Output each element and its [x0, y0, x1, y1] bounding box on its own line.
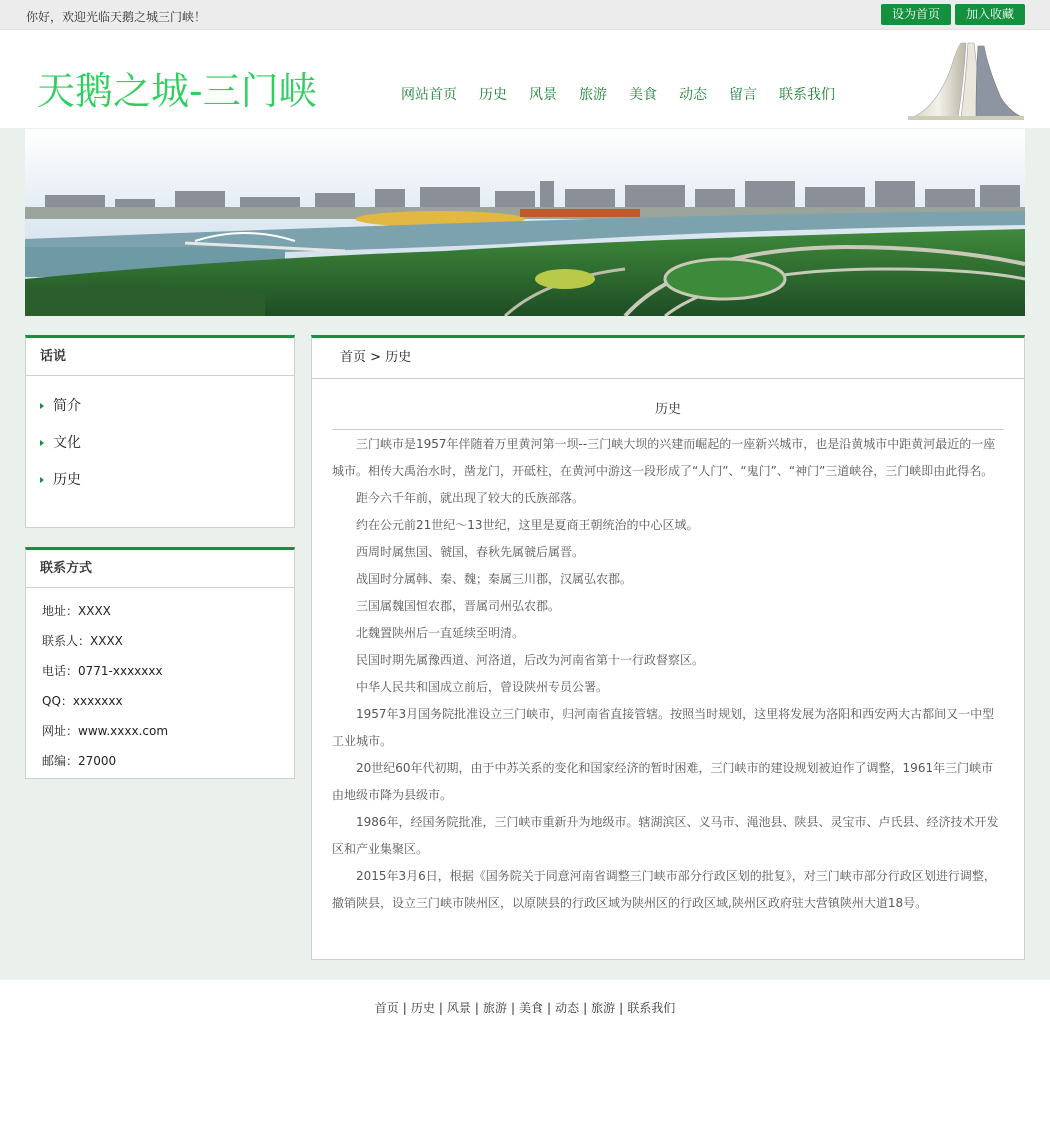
article-paragraph: 1986年，经国务院批准，三门峡市重新升为地级市。辖湖滨区、义马市、渑池县、陕县、灵宝市、卢氏县、经济技术开发区和产业集聚区。	[332, 815, 999, 856]
footer-link-news[interactable]: 动态	[555, 1001, 580, 1015]
talk-panel-title: 话说	[26, 338, 294, 376]
contact-postcode: 邮编：27000	[42, 754, 117, 768]
talk-item-intro[interactable]	[26, 388, 294, 425]
article-title: 历史	[332, 379, 1004, 430]
nav-item-scenery[interactable]: 风景	[529, 87, 557, 103]
city-banner-image	[25, 129, 1025, 316]
talk-list	[26, 376, 294, 499]
site-footer	[0, 980, 1050, 1124]
site-header	[0, 30, 1050, 128]
bullet-arrow-icon	[40, 477, 44, 483]
breadcrumb-current: 历史	[385, 350, 412, 365]
footer-separator: |	[402, 1001, 407, 1015]
article-paragraph: 20世纪60年代初期，由于中苏关系的变化和国家经济的暂时困难，三门峡市的建设规划被迫作了调整，1961年三门峡市由地级市降为县级市。	[332, 761, 994, 802]
talk-item-culture[interactable]	[26, 425, 294, 462]
contact-panel	[25, 547, 295, 779]
nav-item-news[interactable]: 动态	[679, 87, 707, 103]
article-paragraph: 约在公元前21世纪～13世纪，这里是夏商王朝统治的中心区域。	[356, 518, 699, 532]
contact-panel-title: 联系方式	[26, 550, 294, 588]
add-favorite-button[interactable]: 加入收藏	[955, 4, 1025, 25]
article-paragraph: 北魏置陕州后一直延续至明清。	[356, 626, 525, 640]
contact-qq: QQ：xxxxxxx	[42, 694, 123, 708]
footer-separator: |	[438, 1001, 443, 1015]
nav-item-contact[interactable]: 联系我们	[779, 87, 835, 103]
nav-item-message[interactable]: 留言	[729, 87, 757, 103]
article-body	[332, 430, 1004, 917]
article-paragraph: 战国时分属韩、秦、魏；秦属三川郡，汉属弘农郡。	[356, 572, 633, 586]
footer-links	[0, 980, 1050, 1016]
nav-item-food[interactable]: 美食	[629, 87, 657, 103]
main-nav	[401, 84, 857, 104]
article	[312, 379, 1024, 917]
site-logo[interactable]: 天鹅之城-三门峡	[37, 69, 317, 113]
contact-address: 地址：XXXX	[42, 604, 111, 618]
footer-link-food[interactable]: 美食	[519, 1001, 544, 1015]
article-paragraph: 民国时期先属豫西道、河洛道，后改为河南省第十一行政督察区。	[356, 653, 705, 667]
set-home-button[interactable]: 设为首页	[881, 4, 951, 25]
footer-link-home[interactable]: 首页	[374, 1001, 399, 1015]
footer-separator: |	[474, 1001, 479, 1015]
footer-link-travel-2[interactable]: 旅游	[591, 1001, 616, 1015]
top-bar	[0, 0, 1050, 30]
nav-item-history[interactable]: 历史	[479, 87, 507, 103]
article-paragraph: 距今六千年前，就出现了较大的氏族部落。	[356, 491, 585, 505]
footer-separator: |	[583, 1001, 588, 1015]
breadcrumb-home[interactable]: 首页	[340, 350, 367, 365]
contact-phone: 电话：0771-xxxxxxx	[42, 664, 163, 678]
footer-link-scenery[interactable]: 风景	[446, 1001, 471, 1015]
breadcrumb-separator: >	[370, 350, 382, 365]
footer-link-travel[interactable]: 旅游	[482, 1001, 507, 1015]
talk-item-label: 文化	[53, 435, 81, 451]
article-paragraph: 1957年3月国务院批准设立三门峡市，归河南省直接管辖。按照当时规划，这里将发展为洛阳和西安两大古都间又一中型工业城市。	[332, 707, 995, 748]
footer-separator: |	[547, 1001, 552, 1015]
footer-link-contact[interactable]: 联系我们	[627, 1001, 676, 1015]
breadcrumb	[312, 338, 1024, 379]
monument-image	[906, 38, 1026, 120]
talk-item-label: 历史	[53, 472, 81, 488]
bullet-arrow-icon	[40, 440, 44, 446]
main-content	[311, 335, 1025, 960]
nav-item-home[interactable]: 网站首页	[401, 87, 457, 103]
talk-item-label: 简介	[53, 398, 81, 414]
article-paragraph: 三国属魏国恒农郡，晋属司州弘农郡。	[356, 599, 561, 613]
footer-separator: |	[619, 1001, 624, 1015]
footer-link-history[interactable]: 历史	[410, 1001, 435, 1015]
welcome-text: 你好，欢迎光临天鹅之城三门峡！	[26, 10, 207, 24]
contact-website: 网址：www.xxxx.com	[42, 724, 169, 738]
article-paragraph: 西周时属焦国、虢国，春秋先属虢后属晋。	[356, 545, 585, 559]
contact-person: 联系人：XXXX	[42, 634, 123, 648]
article-paragraph: 2015年3月6日，根据《国务院关于同意河南省调整三门峡市部分行政区划的批复》，对三门峡市部分行政区划进行调整，撤销陕县，设立三门峡市陕州区，以原陕县的行政区域为陕州区的行政区域,陕州区政府驻大营镇陕州大道18号。	[332, 869, 996, 910]
contact-lines	[26, 588, 294, 776]
talk-item-history[interactable]	[26, 462, 294, 499]
article-paragraph: 三门峡市是1957年伴随着万里黄河第一坝--三门峡大坝的兴建而崛起的一座新兴城市，也是沿黄城市中距黄河最近的一座城市。相传大禹治水时，凿龙门，开砥柱，在黄河中游这一段形成了“人门”、“鬼门”、“神门”三道峡谷，三门峡即由此得名。	[332, 437, 996, 478]
article-paragraph: 中华人民共和国成立前后，曾设陕州专员公署。	[356, 680, 609, 694]
talk-panel	[25, 335, 295, 528]
bullet-arrow-icon	[40, 403, 44, 409]
footer-separator: |	[510, 1001, 516, 1015]
nav-item-travel[interactable]: 旅游	[579, 87, 607, 103]
